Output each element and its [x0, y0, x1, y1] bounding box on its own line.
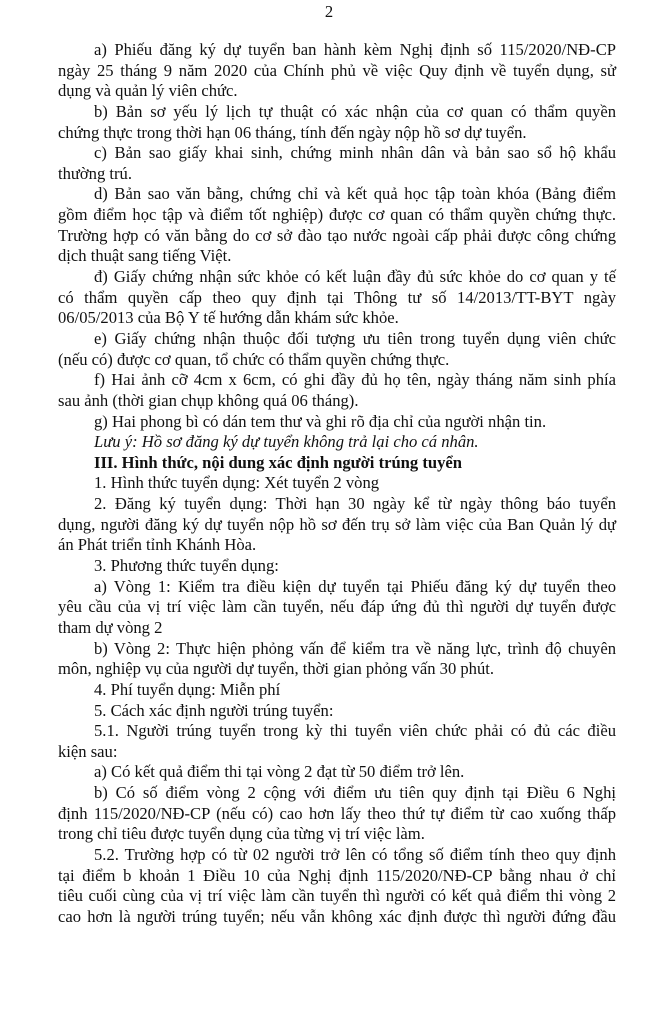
text-line: môn, nghiệp vụ của người dự tuyển, thời gian phỏng vấn 30 phút. — [58, 659, 495, 679]
text-line: dịch thuật sang tiếng Việt. — [58, 246, 232, 266]
text-line: cao hơn là người trúng tuyển; nếu vẫn không xác định được thì người đứng đầu — [58, 906, 616, 926]
text-line: định 115/2020/NĐ-CP (nếu có) cao hơn lấy theo thứ tự điểm từ cao xuống thấp — [58, 803, 616, 823]
text-line: d) Bản sao văn bằng, chứng chỉ và kết quả học tập toàn khóa (Bảng điểm — [94, 184, 616, 204]
text-line: yêu cầu của vị trí việc làm cần tuyển, nếu đáp ứng đủ thì người dự tuyển được — [58, 597, 616, 617]
text-line: e) Giấy chứng nhận thuộc đối tượng ưu tiên trong tuyển dụng viên chức — [94, 328, 616, 348]
text-line: 06/05/2013 của Bộ Y tế hướng dẫn khám sức khỏe. — [58, 308, 399, 328]
text-line: 5.1. Người trúng tuyển trong kỳ thi tuyển viên chức phải có đủ các điều — [94, 721, 616, 741]
text-line: 2. Đăng ký tuyển dụng: Thời hạn 30 ngày kể từ ngày thông báo tuyển — [94, 494, 616, 514]
text-line: g) Hai phong bì có dán tem thư và ghi rõ địa chỉ của người nhận tin. — [94, 411, 547, 431]
text-line: c) Bản sao giấy khai sinh, chứng minh nhân dân và bản sao sổ hộ khẩu — [94, 143, 616, 163]
text-line: 5. Cách xác định người trúng tuyển: — [94, 700, 334, 720]
text-line: có thẩm quyền cấp theo quy định tại Thông tư số 14/2013/TT-BYT ngày — [58, 287, 616, 307]
text-line: dụng và quản lý viên chức. — [58, 81, 238, 101]
text-line: gồm điểm học tập và điểm tốt nghiệp) được cơ quan có thẩm quyền chứng thực. — [58, 205, 616, 225]
text-line: trong chỉ tiêu được tuyển dụng của từng vị trí việc làm. — [58, 824, 425, 844]
text-line: kiện sau: — [58, 741, 118, 761]
text-line: a) Phiếu đăng ký dự tuyển ban hành kèm Nghị định số 115/2020/NĐ-CP — [94, 40, 616, 59]
note-line: Lưu ý: Hồ sơ đăng ký dự tuyển không trả lại cho cá nhân. — [94, 432, 479, 452]
text-line: đ) Giấy chứng nhận sức khỏe có kết luận đầy đủ sức khỏe do cơ quan y tế — [94, 267, 616, 287]
text-line: tiêu cuối cùng của vị trí việc làm cần tuyển thì người có kết quả điểm thi vòng 2 — [58, 886, 616, 906]
text-line: án Phát triển tỉnh Khánh Hòa. — [58, 535, 257, 555]
text-line: f) Hai ảnh cỡ 4cm x 6cm, có ghi đầy đủ họ tên, ngày tháng năm sinh phía — [94, 370, 616, 390]
text-line: a) Có kết quả điểm thi tại vòng 2 đạt từ 50 điểm trở lên. — [94, 762, 465, 782]
text-line: 3. Phương thức tuyển dụng: — [94, 556, 279, 576]
text-line: 4. Phí tuyển dụng: Miễn phí — [94, 679, 281, 699]
text-line: chứng thực trong thời hạn 06 tháng, tính đến ngày nộp hồ sơ dự tuyển. — [58, 122, 527, 142]
text-line: dụng, người đăng ký dự tuyển nộp hồ sơ đến trụ sở làm việc của Ban Quản lý dự — [58, 514, 616, 534]
section-heading: III. Hình thức, nội dung xác định người trúng tuyển — [94, 452, 463, 472]
text-line: b) Bản sơ yếu lý lịch tự thuật có xác nhận của cơ quan có thẩm quyền — [94, 101, 616, 121]
text-line: ngày 25 tháng 9 năm 2020 của Chính phủ về việc Quy định về tuyển dụng, sử — [58, 60, 616, 80]
text-line: 5.2. Trường hợp có từ 02 người trở lên có tổng số điểm tính theo quy định — [94, 844, 616, 864]
text-line: thường trú. — [58, 163, 132, 183]
page-number: 2 — [324, 2, 334, 21]
text-line: a) Vòng 1: Kiểm tra điều kiện dự tuyển tại Phiếu đăng ký dự tuyển theo — [94, 576, 616, 596]
text-line: (nếu có) được cơ quan, tổ chức có thẩm quyền chứng thực. — [58, 349, 450, 369]
document-body — [58, 40, 616, 928]
text-line: sau ảnh (thời gian chụp không quá 06 tháng). — [58, 390, 359, 410]
text-line: tại điểm b khoản 1 Điều 10 của Nghị định 115/2020/NĐ-CP bằng nhau ở chỉ — [58, 865, 616, 885]
text-line: 1. Hình thức tuyển dụng: Xét tuyển 2 vòng — [94, 473, 380, 493]
text-line: Trường hợp có văn bằng do cơ sở đào tạo nước ngoài cấp phải được công chứng — [58, 225, 616, 245]
text-line: tham dự vòng 2 — [58, 617, 163, 637]
text-line: b) Có số điểm vòng 2 cộng với điểm ưu tiên quy định tại Điều 6 Nghị — [94, 783, 616, 803]
text-line: b) Vòng 2: Thực hiện phỏng vấn để kiểm tra về năng lực, trình độ chuyên — [94, 638, 616, 658]
